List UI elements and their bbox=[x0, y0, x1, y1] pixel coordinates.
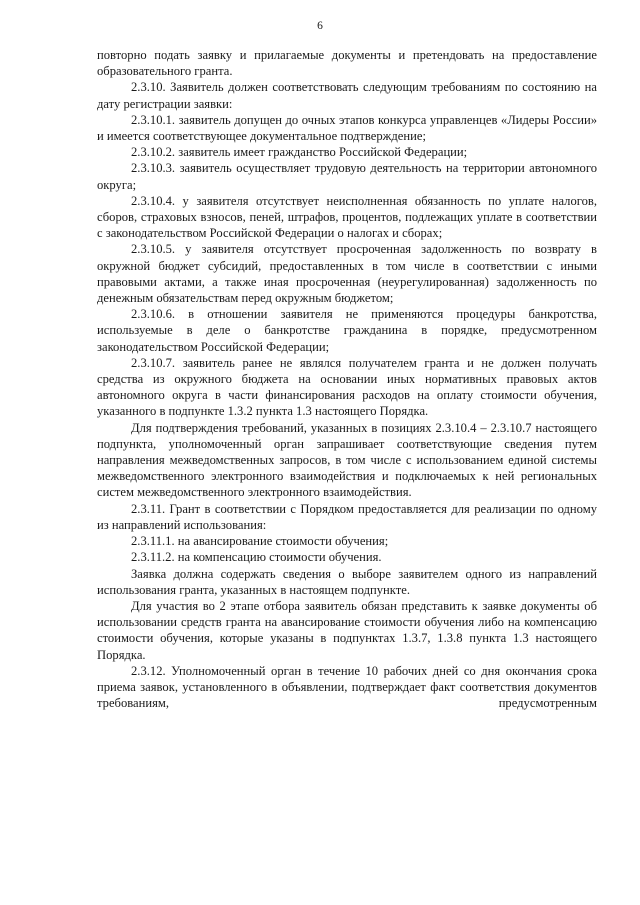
paragraph: 2.3.12. Уполномоченный орган в течение 10 рабочих дней со дня окончания срока приема заявок, установленного в объявлении, подтверждает факт соответствия документов требованиям, предусмотренным bbox=[97, 663, 597, 711]
document-body bbox=[97, 47, 597, 711]
paragraph: 2.3.11.2. на компенсацию стоимости обучения. bbox=[131, 550, 382, 565]
paragraph: 2.3.11.1. на авансирование стоимости обучения; bbox=[131, 534, 389, 549]
paragraph: 2.3.11. Грант в соответствии с Порядком предоставляется для реализации по одному из направлений использования: bbox=[97, 501, 597, 532]
paragraph: 2.3.10.3. заявитель осуществляет трудовую деятельность на территории автономного округа; bbox=[97, 161, 597, 192]
paragraph: 2.3.10.4. у заявителя отсутствует неисполненная обязанность по уплате налогов, сборов, страховых взносов, пеней, штрафов, процентов, подлежащих уплате в соответствии с законодательством Российской Федерации о налогах и сборах; bbox=[97, 193, 597, 241]
paragraph: 2.3.10.6. в отношении заявителя не применяются процедуры банкротства, используемые в деле о банкротстве гражданина в порядке, предусмотренном законодательством Российской Федерации; bbox=[97, 307, 597, 354]
page-number: 6 bbox=[317, 20, 323, 32]
paragraph: 2.3.10.2. заявитель имеет гражданство Российской Федерации; bbox=[131, 145, 468, 160]
paragraph: Для подтверждения требований, указанных в позициях 2.3.10.4 – 2.3.10.7 настоящего подпункта, уполномоченный орган запрашивает соответствующие сведения путем направления межведомственных запросов, в том числе с использованием единой системы межведомственного электронного взаимодействия и подключаемых к ней региональных систем межведомственного электронного взаимодействия. bbox=[97, 420, 597, 500]
paragraph: Для участия во 2 этапе отбора заявитель обязан представить к заявке документы об использовании средств гранта на авансирование стоимости обучения либо на компенсацию стоимости обучения, которые указаны в подпунктах 1.3.7, 1.3.8 пункта 1.3 настоящего Порядка. bbox=[97, 598, 597, 662]
paragraph: 2.3.10.1. заявитель допущен до очных этапов конкурса управленцев «Лидеры России» и имеется соответствующее документальное подтверждение; bbox=[97, 112, 597, 144]
paragraph: 2.3.10.7. заявитель ранее не являлся получателем гранта и не должен получать средства из окружного бюджета на основании иных нормативных правовых актов автономного округа в части финансирования расходов на оплату стоимости обучения, указанного в подпункте 1.3.2 пункта 1.3 настоящего Порядка. bbox=[97, 355, 597, 419]
paragraph: повторно подать заявку и прилагаемые документы и претендовать на предоставление образовательного гранта. bbox=[97, 48, 597, 79]
paragraph: 2.3.10. Заявитель должен соответствовать следующим требованиям по состоянию на дату регистрации заявки: bbox=[97, 80, 597, 111]
paragraph: 2.3.10.5. у заявителя отсутствует просроченная задолженность по возврату в окружной бюджет субсидий, предоставленных в том числе в соответствии с иными правовыми актами, а также иная просроченная (неурегулированная) задолженность по денежным обязательствам перед окружным бюджетом; bbox=[97, 242, 597, 306]
paragraph: Заявка должна содержать сведения о выборе заявителем одного из направлений использования гранта, указанных в настоящем подпункте. bbox=[97, 566, 597, 597]
